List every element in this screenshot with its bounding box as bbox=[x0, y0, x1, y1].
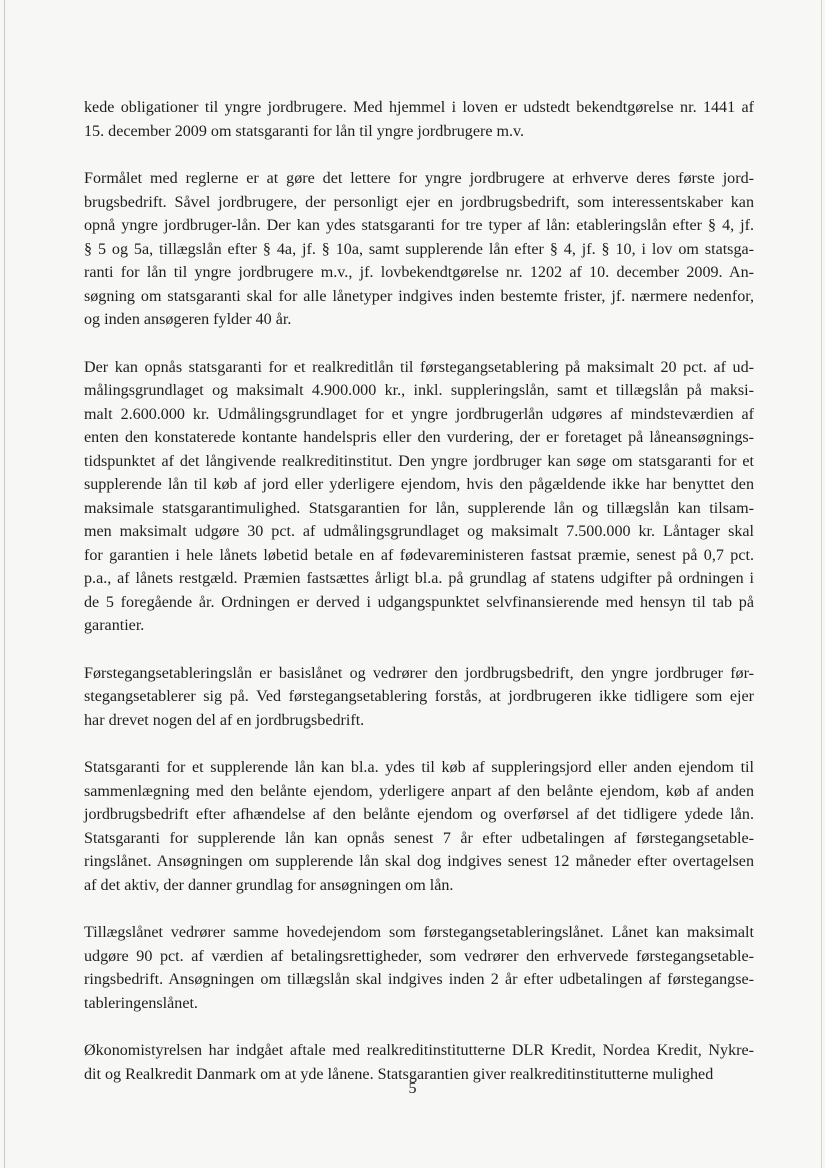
text-line: supplerende lån til køb af jord eller yderligere ejendom, hvis den pågældende ikke har benyttet den bbox=[84, 476, 754, 493]
paragraph bbox=[84, 167, 754, 332]
document-body bbox=[84, 96, 754, 1110]
text-line: men maksimalt udgøre 30 pct. af udmålingsgrundlaget og maksimalt 7.500.000 kr. Låntager skal bbox=[84, 523, 754, 540]
text-line: ringsbedrift. Ansøgningen om tillægslån skal indgives inden 2 år efter udbetalingen af førstegangse- bbox=[84, 971, 754, 988]
text-line: de 5 foregående år. Ordningen er derved i udgangspunktet selvfinansierende med hensyn til tab på bbox=[84, 593, 754, 611]
text-line: for garantien i hele lånets løbetid betale en af fødevareministeren fastsat præmie, senest på 0,7 pct. bbox=[84, 546, 754, 564]
text-line: har drevet nogen del af en jordbrugsbedrift. bbox=[84, 711, 365, 729]
text-line: opnå yngre jordbruger-lån. Der kan ydes statsgaranti for tre typer af lån: etableringslån efter § 4, jf. bbox=[84, 217, 754, 234]
text-line: målingsgrundlaget og maksimalt 4.900.000 kr., inkl. suppleringslån, samt et tillægslån på maksi- bbox=[84, 382, 754, 399]
text-line: søgning om statsgaranti skal for alle lånetyper indgives inden bestemte frister, jf. nærmere nedenfor, bbox=[84, 287, 754, 305]
page-number: 5 bbox=[408, 1080, 417, 1097]
paragraph bbox=[84, 756, 754, 897]
text-line: brugsbedrift. Såvel jordbrugere, der personligt ejer en jordbrugsbedrift, som interessentskaber kan bbox=[84, 193, 754, 211]
text-line: garantier. bbox=[84, 617, 145, 634]
text-line: p.a., af lånets restgæld. Præmien fastsættes årligt bl.a. på grundlag af statens udgifter på ordningen i bbox=[84, 570, 754, 587]
paragraph bbox=[84, 1039, 754, 1086]
text-line: Førstegangsetableringslån er basislånet og vedrører den jordbrugsbedrift, den yngre jordbruger før- bbox=[84, 664, 754, 682]
paragraph bbox=[84, 356, 754, 638]
text-line: stegangsetablerer sig på. Ved førstegangsetablering forstås, at jordbrugeren ikke tidligere som ejer bbox=[84, 688, 754, 705]
text-line: ringslånet. Ansøgningen om supplerende lån skal dog indgives senest 12 måneder efter overtagelsen bbox=[84, 853, 754, 870]
text-line: af det aktiv, der danner grundlag for ansøgningen om lån. bbox=[84, 876, 454, 894]
text-line: tableringenslånet. bbox=[84, 994, 198, 1012]
paragraph bbox=[84, 921, 754, 1015]
text-line: 15. december 2009 om statsgaranti for lån til yngre jordbrugere m.v. bbox=[84, 122, 525, 140]
text-line: § 5 og 5a, tillægslån efter § 4a, jf. § 10a, samt supplerende lån efter § 4, jf. § 10, i lov om statsga- bbox=[84, 240, 754, 258]
text-line: Økonomistyrelsen har indgået aftale med realkreditinstitutterne DLR Kredit, Nordea Kredit, Nykre- bbox=[84, 1042, 754, 1059]
text-line: ranti for lån til yngre jordbrugere m.v., jf. lovbekendtgørelse nr. 1202 af 10. december 2009. An- bbox=[84, 264, 754, 281]
page-edge-right bbox=[821, 0, 822, 1168]
text-line: jordbrugsbedrift efter afhændelse af den belånte ejendom og overførsel af det tidligere ydede lån. bbox=[84, 806, 754, 823]
paragraph bbox=[84, 662, 754, 733]
text-line: udgøre 90 pct. af værdien af betalingsrettigheder, som vedrører den erhvervede førstegangsetable- bbox=[84, 947, 754, 965]
text-line: enten den konstaterede kontante handelspris eller den vurdering, der er foretaget på låneansøgnings- bbox=[84, 429, 754, 446]
text-line: dit og Realkredit Danmark om at yde lånene. Statsgarantien giver realkreditinstitutterne mulighed bbox=[84, 1065, 714, 1083]
text-line: malt 2.600.000 kr. Udmålingsgrundlaget for et yngre jordbrugerlån udgøres af mindsteværdien af bbox=[84, 405, 754, 423]
text-line: maksimale statsgarantimulighed. Statsgarantien for lån, supplerende lån og tillægslån kan tilsam- bbox=[84, 499, 754, 517]
text-line: Formålet med reglerne er at gøre det lettere for yngre jordbrugere at erhverve deres første jord- bbox=[84, 170, 754, 187]
text-line: Statsgaranti for et supplerende lån kan bl.a. ydes til køb af suppleringsjord eller anden ejendom til bbox=[84, 759, 754, 776]
text-line: Der kan opnås statsgaranti for et realkreditlån til førstegangsetablering på maksimalt 20 pct. af ud- bbox=[84, 358, 754, 376]
paragraph bbox=[84, 96, 754, 143]
text-line: sammenlægning med den belånte ejendom, yderligere anpart af den belånte ejendom, køb af anden bbox=[84, 782, 754, 800]
text-line: kede obligationer til yngre jordbrugere. Med hjemmel i loven er udstedt bekendtgørelse nr. 1441 af bbox=[84, 99, 754, 116]
text-line: tidspunktet af det långivende realkreditinstitut. Den yngre jordbruger kan søge om statsgaranti for et bbox=[84, 452, 754, 470]
text-line: og inden ansøgeren fylder 40 år. bbox=[84, 311, 292, 328]
text-line: Statsgaranti for supplerende lån kan opnås senest 7 år efter udbetalingen af førstegangsetable- bbox=[84, 829, 754, 847]
page-edge-left bbox=[4, 0, 5, 1168]
text-line: Tillægslånet vedrører samme hovedejendom som førstegangsetableringslånet. Lånet kan maksimalt bbox=[84, 924, 754, 941]
